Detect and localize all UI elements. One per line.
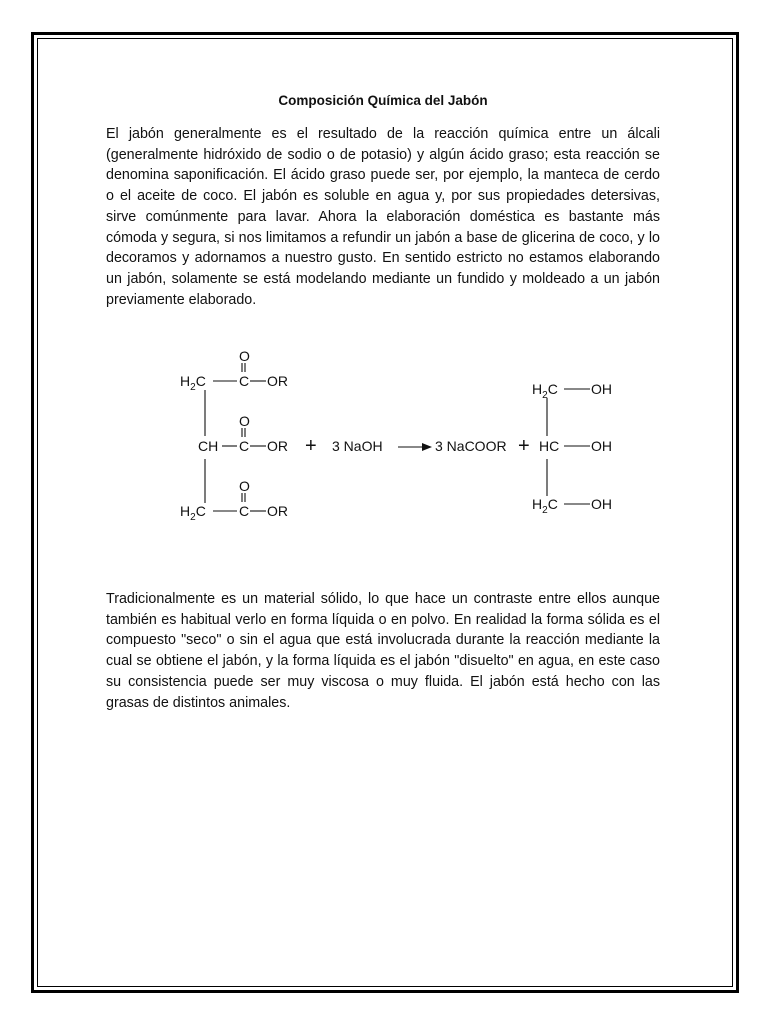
- middle-ch: CH: [198, 438, 219, 454]
- bottom-or: OR: [267, 503, 288, 519]
- middle-carbonyl-c: C: [239, 438, 250, 454]
- saponification-reaction: [150, 338, 630, 528]
- document-title: Composición Química del Jabón: [278, 93, 488, 108]
- top-or: OR: [267, 373, 288, 389]
- soap-product: 3 NaCOOR: [435, 438, 507, 454]
- middle-or: OR: [267, 438, 288, 454]
- glycerol-top-oh: OH: [591, 381, 612, 397]
- bottom-carbonyl-o: O: [239, 478, 250, 494]
- naoh-reagent: 3 NaOH: [332, 438, 383, 454]
- glycerol-middle-oh: OH: [591, 438, 612, 454]
- glycerol-top-h2c: $H_2C$: [532, 381, 558, 401]
- glycerol-bottom-oh: OH: [591, 496, 612, 512]
- reaction-diagram: [150, 338, 630, 528]
- bottom-carbonyl-c: C: [239, 503, 250, 519]
- glycerol-bottom-h2c: $H_2C$: [532, 496, 558, 516]
- bottom-h2c-label: $H_2C$: [180, 503, 206, 523]
- paragraph-forms: Tradicionalmente es un material sólido, lo que hace un contraste entre ellos aunque también es habitual verlo en forma líquida o en polvo. En realidad la forma sólida es el compuesto "seco" o sin el agua que está involucrada durante la reacción mediante la cual se obtiene el jabón, y la forma líquida es el jabón "disuelto" en agua, en este caso su consistencia puede ser muy viscosa o muy fluida. El jabón está hecho con las grasas de distintos animales.: [106, 591, 660, 711]
- paragraph-intro: El jabón generalmente es el resultado de la reacción química entre un álcali (generalmente hidróxido de sodio o de potasio) y algún ácido graso; esta reacción se denomina saponificación. El ácido graso puede ser, por ejemplo, la manteca de cerdo o el aceite de coco. El jabón es soluble en agua y, por sus propiedades detersivas, sirve comúnmente para lavar. Ahora la elaboración doméstica es bastante más cómoda y segura, si nos limitamos a refundir un jabón a base de glicerina de coco, y lo decoramos y adornamos a nuestro gusto. En sentido estricto no estamos elaborando un jabón, solamente se está modelando mediante un fundido y moldeado a un jabón previamente elaborado.: [106, 126, 660, 308]
- glycerol-middle-hc: HC: [539, 438, 560, 454]
- plus-sign-2: +: [518, 435, 530, 457]
- plus-sign-1: +: [305, 435, 317, 457]
- top-carbonyl-c: C: [239, 373, 250, 389]
- top-carbonyl-o: O: [239, 348, 250, 364]
- middle-carbonyl-o: O: [239, 413, 250, 429]
- top-h2c-label: $H_2C$: [180, 373, 206, 393]
- reaction-arrow-head: [422, 443, 432, 451]
